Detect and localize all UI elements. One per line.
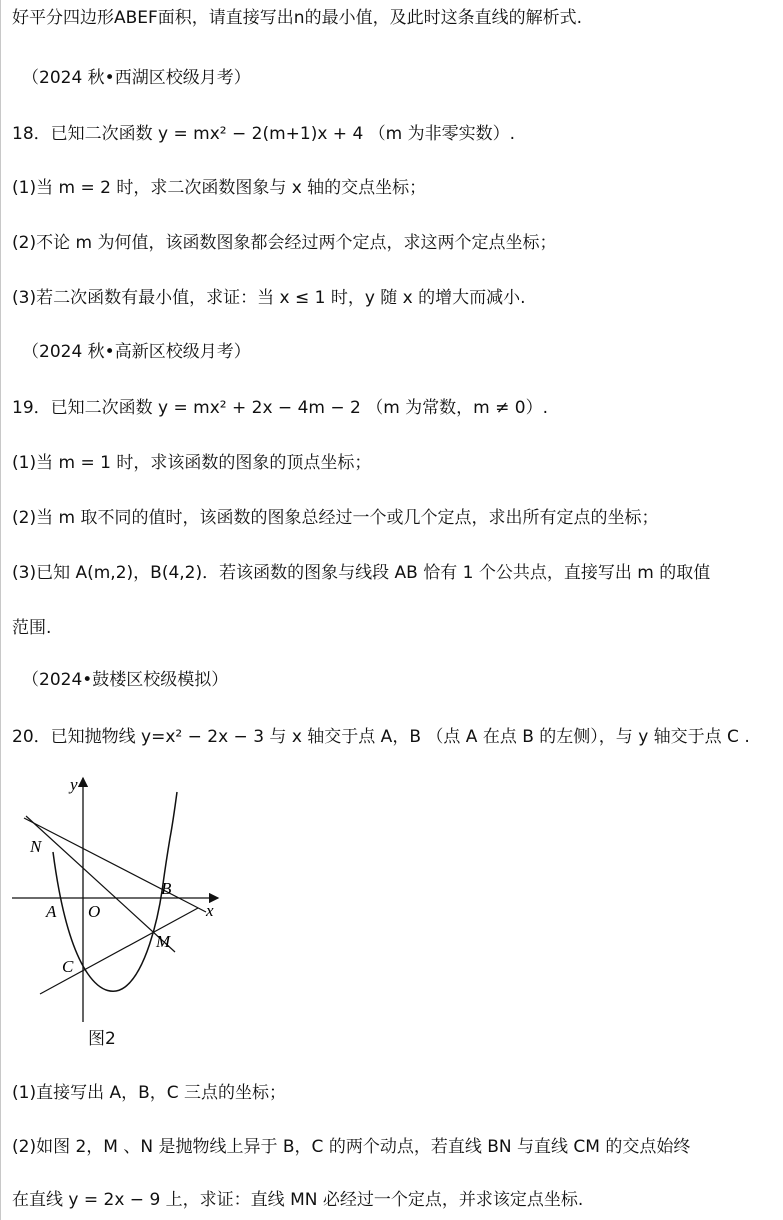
question-18-part-2: (2)不论 m 为何值，该函数图象都会经过两个定点，求这两个定点坐标；: [12, 233, 557, 253]
question-19-part-3-cont: 范围.: [12, 618, 52, 638]
label-n: N: [30, 837, 42, 856]
figure-caption: 图2: [88, 1029, 116, 1049]
question-19: 19．已知二次函数 y = mx² + 2x − 4m − 2 （m 为常数，m ≠ 0）.: [12, 398, 549, 418]
parabola-diagram-svg: [10, 772, 235, 1027]
label-origin: O: [88, 902, 101, 921]
page-left-border: [0, 0, 1, 1220]
source-note-20: （2024•鼓楼区校级模拟）: [22, 670, 229, 690]
label-m: M: [156, 932, 171, 951]
label-c: C: [62, 957, 74, 976]
text-line-intro: 好平分四边形ABEF面积，请直接写出n的最小值，及此时这条直线的解析式.: [12, 8, 582, 28]
question-20-part-1: (1)直接写出 A，B，C 三点的坐标；: [12, 1083, 287, 1103]
question-18-part-3: (3)若二次函数有最小值，求证：当 x ≤ 1 时，y 随 x 的增大而减小.: [12, 288, 526, 308]
source-note-19: （2024 秋•高新区校级月考）: [22, 342, 251, 362]
figure-parabola-diagram: [10, 772, 235, 1042]
label-b: B: [161, 879, 172, 898]
source-note-18: （2024 秋•西湖区校级月考）: [22, 68, 251, 88]
question-18-part-1: (1)当 m = 2 时，求二次函数图象与 x 轴的交点坐标；: [12, 178, 427, 198]
question-19-part-2: (2)当 m 取不同的值时，该函数的图象总经过一个或几个定点，求出所有定点的坐标；: [12, 508, 659, 528]
label-y: y: [70, 775, 78, 794]
label-x: x: [206, 901, 214, 920]
label-a: A: [46, 902, 57, 921]
question-20-part-2: (2)如图 2，M 、N 是抛物线上异于 B，C 的两个动点，若直线 BN 与直线 CM 的交点始终: [12, 1137, 691, 1157]
question-20: 20．已知抛物线 y=x² − 2x − 3 与 x 轴交于点 A，B （点 A 在点 B 的左侧），与 y 轴交于点 C .: [12, 727, 750, 747]
question-18: 18．已知二次函数 y = mx² − 2(m+1)x + 4 （m 为非零实数）.: [12, 124, 516, 144]
question-19-part-3: (3)已知 A(m,2)，B(4,2)．若该函数的图象与线段 AB 恰有 1 个公共点，直接写出 m 的取值: [12, 563, 711, 583]
parabola-right-arm: [170, 792, 177, 838]
question-19-part-1: (1)当 m = 1 时，求该函数的图象的顶点坐标；: [12, 453, 372, 473]
question-20-part-2-cont: 在直线 y = 2x − 9 上，求证：直线 MN 必经过一个定点，并求该定点坐标.: [12, 1190, 584, 1210]
